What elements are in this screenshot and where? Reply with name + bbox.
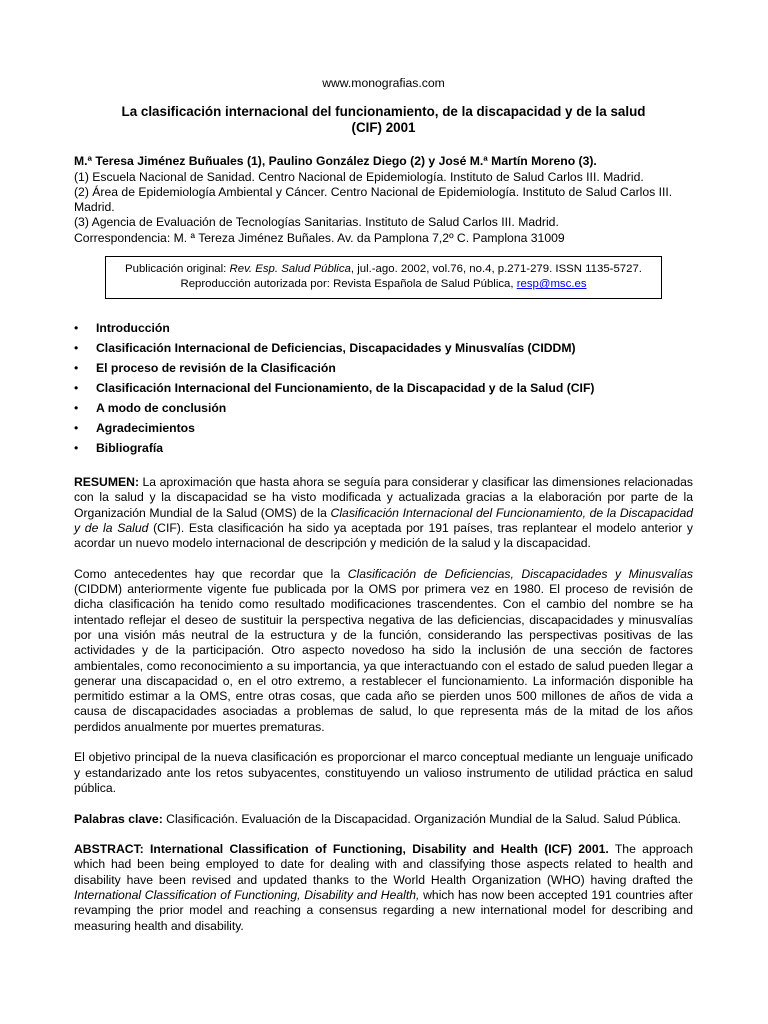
journal-name: Rev. Esp. Salud Pública xyxy=(229,263,351,276)
toc-item-bibliografia[interactable] xyxy=(74,441,693,456)
bullet-icon: • xyxy=(74,401,79,416)
palabras-clave-text: Clasificación. Evaluación de la Discapacidad. Organización Mundial de la Salud. Salud Pública. xyxy=(162,811,682,826)
bullet-icon: • xyxy=(74,381,79,396)
toc-item-label: Agradecimientos xyxy=(96,421,195,435)
palabras-clave-paragraph xyxy=(74,812,693,827)
correspondence: Correspondencia: M. ª Tereza Jiménez Buñales. Av. da Pamplona 7,2º C. Pamplona 31009 xyxy=(74,230,565,245)
toc-item-label: A modo de conclusión xyxy=(96,401,227,416)
abstract-text-2: which has now been accepted 191 countries after revamping the prior model and reaching a consensus regarding a new international model for describing and measuring health and disability. xyxy=(74,887,693,933)
abstract-text: The approach which had been being employed to date for dealing with and classifying those aspects related to health and disability have been revised and updated thanks to the World Health Organization (WHO) having drafted the xyxy=(74,842,693,887)
bullet-icon: • xyxy=(74,421,79,435)
bullet-icon: • xyxy=(74,440,79,455)
publication-line-1 xyxy=(112,262,655,277)
affiliation-3: (3) Agencia de Evaluación de Tecnologías Sanitarias. Instituto de Salud Carlos III. Madrid. xyxy=(74,215,559,230)
affiliations xyxy=(74,170,693,246)
resumen-paragraph xyxy=(74,475,693,551)
toc-item-label: Clasificación Internacional del Funcionamiento, de la Discapacidad y de la Salud (CIF) xyxy=(96,381,595,396)
toc-item-label: Bibliografía xyxy=(96,440,164,455)
antecedentes-italic: Clasificación de Deficiencias, Discapacidades y Minusvalías xyxy=(347,566,693,581)
antecedentes-text-2: (CIDDM) anteriormente vigente fue publicada por la OMS por primera vez en 1980. El proceso de revisión de dicha clasificación ha tenido como resultado modificaciones trascendentes. Con el cambio del nombre se ha intentado reflejar el deseo de sustituir la perspectiva negativa de las deficiencias, discapacidades y minusvalías por una visión más neutral de la estructura y de la función, considerando las perspectivas positivas de las actividades y de la participación. Otro aspecto novedoso ha sido la inclusión de una sección de factores ambientales, como reconocimiento a su importancia, ya que interactuando con el estado de salud pueden llegar a generar una discapacidad o, en el otro extremo, a restablecer el funcionamiento. La información disponible ha permitido estimar a la OMS, entre otras cosas, que cada año se pierden unos 500 millones de años de vida a causa de discapacidades asociadas a problemas de salud, lo que representa más de la mitad de los años perdidos anualmente por muertes prematuras. xyxy=(74,582,693,734)
table-of-contents xyxy=(74,321,693,456)
toc-item-agradecimientos[interactable] xyxy=(74,421,693,436)
site-header: www.monografias.com xyxy=(322,76,445,90)
toc-item-label: Introducción xyxy=(96,321,170,336)
publication-prefix: Publicación original: xyxy=(125,263,230,276)
authors-block xyxy=(74,154,693,246)
toc-item-introduccion[interactable] xyxy=(74,321,693,336)
document-content xyxy=(74,76,693,934)
publication-details: , jul.-ago. 2002, vol.76, no.4, p.271-279. ISSN 1135-5727. xyxy=(350,263,642,276)
objetivo-paragraph: El objetivo principal de la nueva clasificación es proporcionar el marco conceptual mediante un lenguaje unificado y estandarizado ante los retos subyacentes, constituyendo un valioso instrumento de utilidad práctica en salud pública. xyxy=(74,750,693,795)
publication-box xyxy=(105,256,662,299)
palabras-clave-label: Palabras clave: xyxy=(74,811,163,826)
publication-line-2 xyxy=(112,277,655,292)
toc-item-cif[interactable] xyxy=(74,381,693,396)
resumen-label: RESUMEN: xyxy=(74,474,140,489)
toc-item-conclusion[interactable] xyxy=(74,401,693,416)
antecedentes-paragraph xyxy=(74,567,693,735)
email-link[interactable]: resp@msc.es xyxy=(516,278,587,291)
abstract-label: ABSTRACT: International Classification of Functioning, Disability and Health (ICF) 2001. xyxy=(74,842,609,857)
author-names: M.ª Teresa Jiménez Buñuales (1), Paulino González Diego (2) y José M.ª Martín Moreno (3). xyxy=(74,154,597,169)
abstract-paragraph xyxy=(74,842,693,934)
affiliation-2: (2) Área de Epidemiología Ambiental y Cáncer. Centro Nacional de Epidemiología. Instituto de Salud Carlos III. Madrid. xyxy=(74,184,673,215)
abstract-italic: International Classification of Functioning, Disability and Health, xyxy=(74,887,420,902)
title-line-2: (CIF) 2001 xyxy=(351,120,416,136)
toc-item-ciddm[interactable] xyxy=(74,341,693,356)
affiliation-1: (1) Escuela Nacional de Sanidad. Centro Nacional de Epidemiología. Instituto de Salud Carlos III. Madrid. xyxy=(74,169,644,184)
resumen-text-2: (CIF). Esta clasificación ha sido ya aceptada por 191 países, tras replantear el modelo anterior y acordar un nuevo modelo internacional de descripción y medición de la salud y la discapacidad. xyxy=(74,520,694,551)
title-line-1: La clasificación internacional del funcionamiento, de la discapacidad y de la salud xyxy=(121,104,646,120)
toc-item-proceso-revision[interactable] xyxy=(74,361,693,376)
reproduction-text: Reproducción autorizada por: Revista Española de Salud Pública, xyxy=(180,278,517,291)
resumen-italic: Clasificación Internacional del Funcionamiento, de la Discapacidad y de la Salud xyxy=(74,505,694,535)
resumen-text: La aproximación que hasta ahora se seguía para considerar y clasificar las dimensiones relacionadas con la salud y la discapacidad se ha visto modificada y actualizada gracias a la elaboración por parte de la Organización Mundial de la Salud (OMS) de la xyxy=(74,474,693,520)
toc-item-label: El proceso de revisión de la Clasificación xyxy=(96,361,336,376)
bullet-icon: • xyxy=(74,361,79,376)
bullet-icon: • xyxy=(74,321,79,336)
bullet-icon: • xyxy=(74,341,79,356)
document-title xyxy=(74,104,693,136)
antecedentes-text: Como antecedentes hay que recordar que la xyxy=(74,566,348,581)
toc-item-label: Clasificación Internacional de Deficiencias, Discapacidades y Minusvalías (CIDDM) xyxy=(96,341,576,356)
